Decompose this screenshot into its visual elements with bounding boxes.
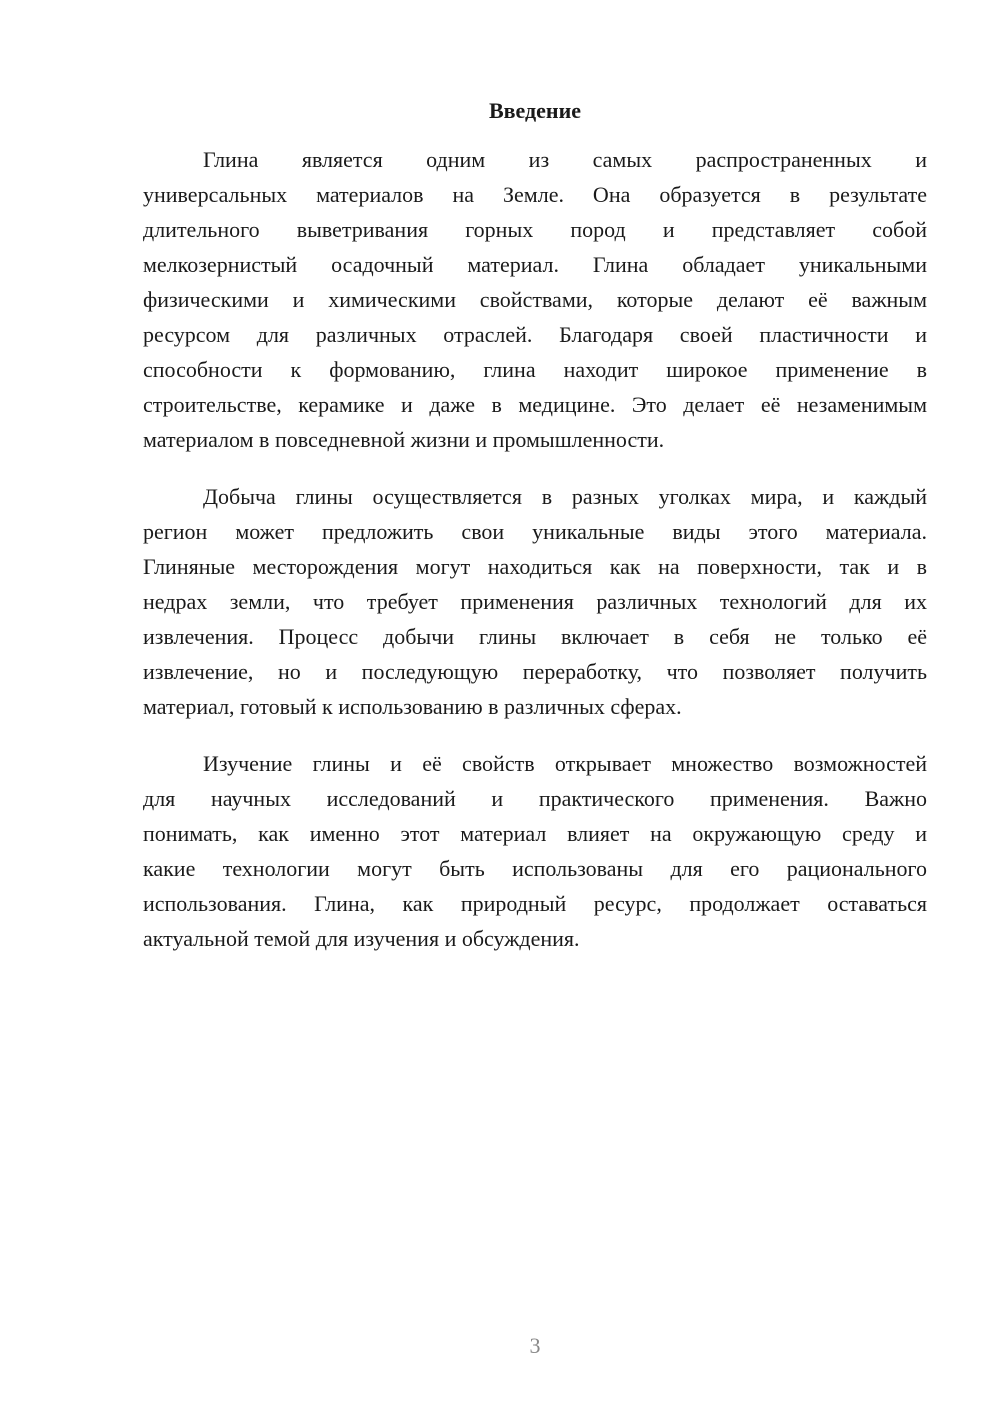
text-line: мелкозернистый осадочный материал. Глина обладает уникальными xyxy=(143,252,927,277)
text-line: Глиняные месторождения могут находиться как на поверхности, так и в xyxy=(143,554,927,579)
document-body xyxy=(143,142,927,978)
text-line: Глина является одним из самых распространенных и xyxy=(203,147,927,172)
text-line: материалом в повседневной жизни и промышленности. xyxy=(143,427,665,452)
paragraph xyxy=(143,479,927,724)
text-line: строительстве, керамике и даже в медицине. Это делает её незаменимым xyxy=(143,392,927,417)
text-line: извлечения. Процесс добычи глины включает в себя не только её xyxy=(143,624,927,649)
text-line: Изучение глины и её свойств открывает множество возможностей xyxy=(203,751,927,776)
text-line: физическими и химическими свойствами, которые делают её важным xyxy=(143,287,927,312)
text-line: материал, готовый к использованию в различных сферах. xyxy=(143,694,682,719)
text-line: длительного выветривания горных пород и представляет собой xyxy=(143,217,927,242)
text-line: извлечение, но и последующую переработку, что позволяет получить xyxy=(143,659,927,684)
text-line: использования. Глина, как природный ресурс, продолжает оставаться xyxy=(143,891,927,916)
text-line: универсальных материалов на Земле. Она образуется в результате xyxy=(143,182,927,207)
paragraph xyxy=(143,746,927,956)
text-line: для научных исследований и практического применения. Важно xyxy=(143,786,927,811)
text-line: способности к формованию, глина находит широкое применение в xyxy=(143,357,927,382)
page-number: 3 xyxy=(529,1333,541,1358)
text-line: недрах земли, что требует применения различных технологий для их xyxy=(143,589,927,614)
text-line: какие технологии могут быть использованы для его рационального xyxy=(143,856,927,881)
section-heading: Введение xyxy=(488,98,582,123)
text-line: регион может предложить свои уникальные виды этого материала. xyxy=(143,519,927,544)
text-line: понимать, как именно этот материал влияет на окружающую среду и xyxy=(143,821,927,846)
paragraph xyxy=(143,142,927,457)
text-line: ресурсом для различных отраслей. Благодаря своей пластичности и xyxy=(143,322,927,347)
text-line: Добыча глины осуществляется в разных уголках мира, и каждый xyxy=(203,484,927,509)
text-line: актуальной темой для изучения и обсуждения. xyxy=(143,926,580,951)
